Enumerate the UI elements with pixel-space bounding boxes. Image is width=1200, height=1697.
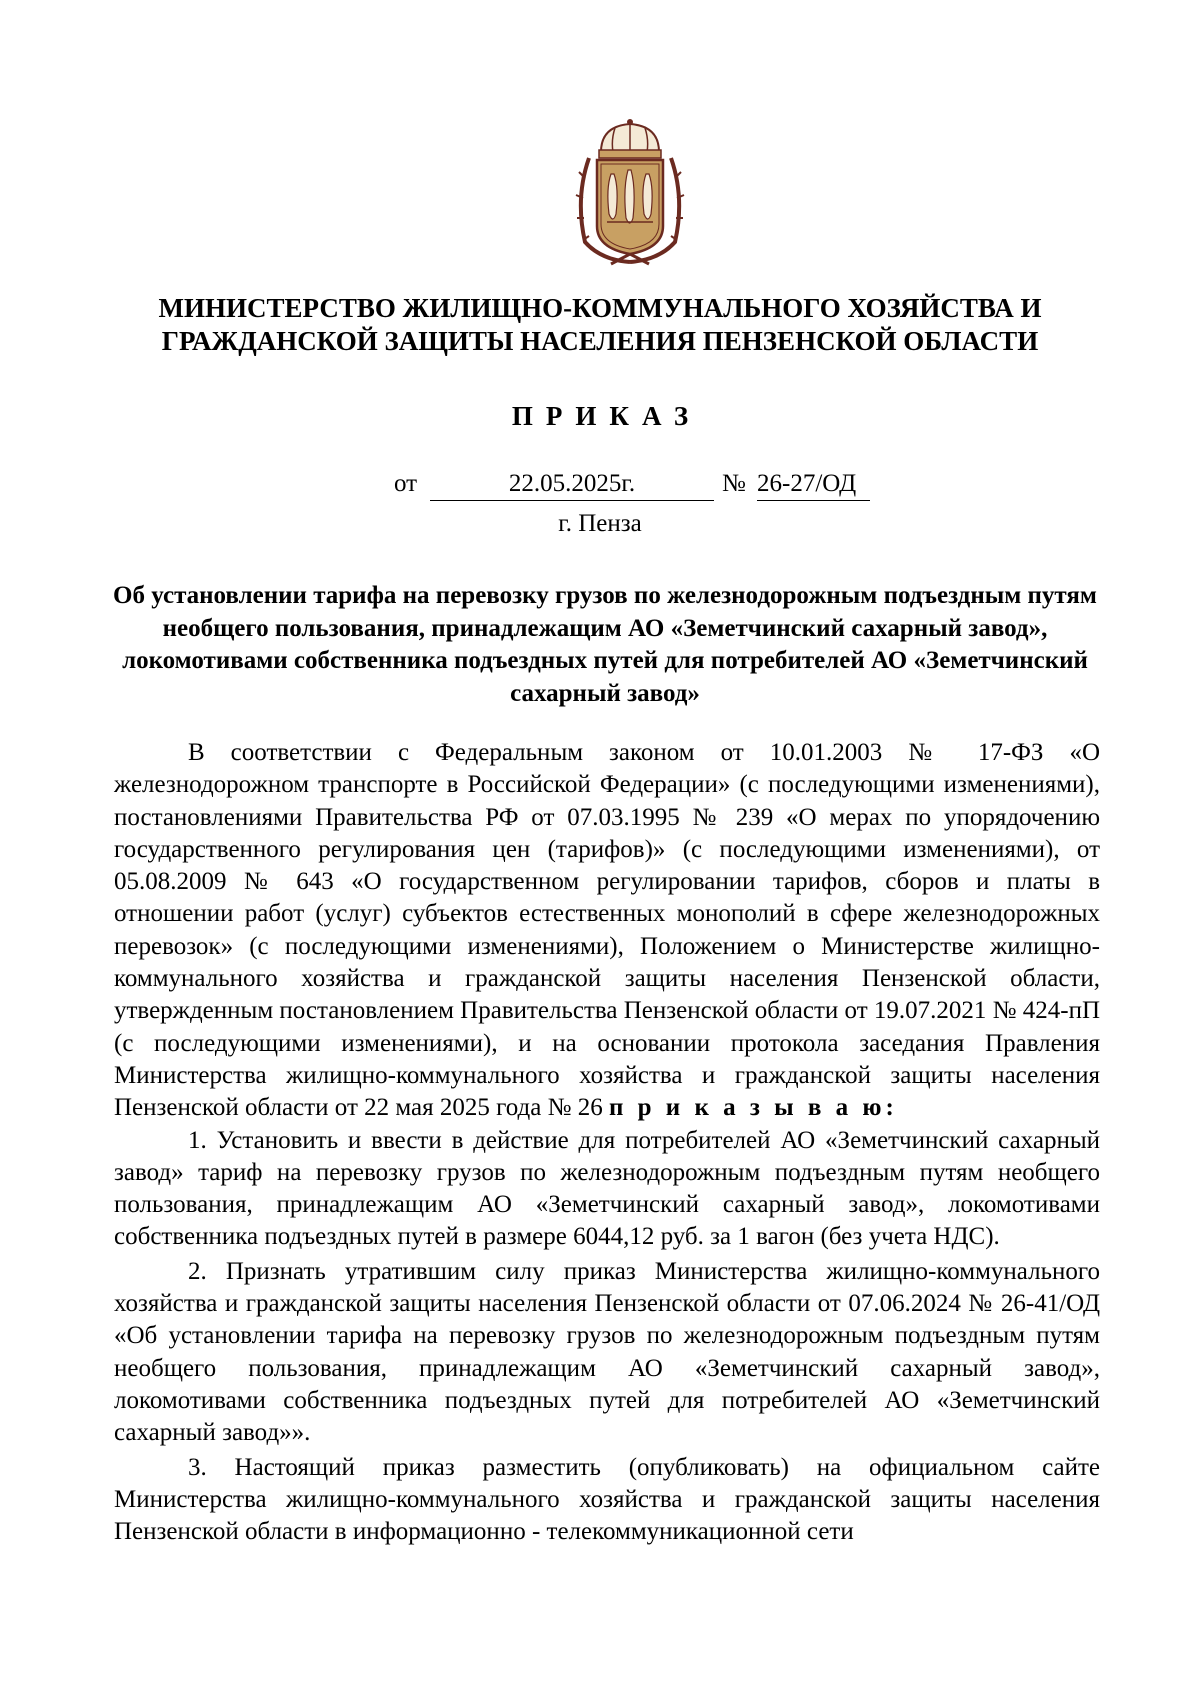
ministry-name-line-2: ГРАЖДАНСКОЙ ЗАЩИТЫ НАСЕЛЕНИЯ ПЕНЗЕНСКОЙ ОБЛАСТИ bbox=[161, 326, 1039, 356]
order-body bbox=[114, 737, 1100, 1548]
order-item-1: 1. Установить и ввести в действие для потребителей АО «Земетчинский сахарный завод» тариф на перевозку грузов по железнодорожным подъездным путям необщего пользования, принадлежащим АО «Земетчинский сахарный завод», локомотивами собственника подъездных путей в размере 6044,12 руб. за 1 вагон (без учета НДС). bbox=[114, 1126, 1100, 1251]
issue-city: г. Пенза bbox=[558, 510, 642, 537]
order-item-2: 2. Признать утратившим силу приказ Министерства жилищно-коммунального хозяйства и гражданской защиты населения Пензенской области от 07.06.2024 № 26-41/ОД «Об установлении тарифа на перевозку грузов по железнодорожным подъездным путям необщего пользования, принадлежащим АО «Земетчинский сахарный завод», локомотивами собственника подъездных путей для потребителей АО «Земетчинский сахарный завод»». bbox=[114, 1257, 1100, 1447]
order-word: п р и к а з ы в а ю: bbox=[608, 1094, 898, 1122]
coat-of-arms-emblem bbox=[571, 118, 689, 266]
ministry-name bbox=[100, 292, 1100, 358]
date-prefix: от bbox=[394, 470, 418, 497]
order-requisites bbox=[0, 470, 1200, 504]
shield-icon bbox=[597, 160, 663, 254]
order-number: 26-27/ОД bbox=[757, 470, 870, 501]
preamble-text: В соответствии с Федеральным законом от 10.01.2003 № 17-ФЗ «О железнодорожном транспорте в Российской Федерации» (с последующими изменениями), постановлениями Правительства РФ от 07.03.1995 № 239 «О мерах по упорядочению государственного регулирования цен (тарифов)» (с последующими изменениями), от 05.08.2009 № 643 «О государственном регулировании тарифов, сборов и платы в отношении работ (услуг) субъектов естественных монополий в сфере железнодорожных перевозок» (с последующими изменениями), Положением о Министерстве жилищно-коммунального хозяйства и гражданской защиты населения Пензенской области, утвержденным постановлением Правительства Пензенской области от 19.07.2021 № 424-пП (с последующими изменениями), и на основании протокола заседания Правления Министерства жилищно-коммунального хозяйства и гражданской защиты населения Пензенской области от 22 мая 2025 года № 26 bbox=[114, 739, 1100, 1122]
document-type-title: ПРИКАЗ bbox=[511, 401, 702, 431]
ministry-name-line-1: МИНИСТЕРСТВО ЖИЛИЩНО-КОММУНАЛЬНОГО ХОЗЯЙСТВА И bbox=[158, 293, 1042, 323]
preamble-paragraph bbox=[114, 737, 1100, 1125]
order-item-3: 3. Настоящий приказ разместить (опубликовать) на официальном сайте Министерства жилищно-коммунального хозяйства и гражданской защиты населения Пензенской области в информационно - телекоммуникационной сети bbox=[114, 1453, 1100, 1546]
crown-icon bbox=[599, 119, 661, 158]
sheaf-figures-icon bbox=[607, 170, 653, 223]
order-subject: Об установлении тарифа на перевозку грузов по железнодорожным подъездным путям необщего пользования, принадлежащим АО «Земетчинский сахарный завод», локомотивами собственника подъездных путей для потребителей АО «Земетчинский сахарный завод» bbox=[113, 582, 1097, 707]
number-sign: № bbox=[722, 470, 746, 497]
order-date: 22.05.2025г. bbox=[430, 470, 714, 501]
